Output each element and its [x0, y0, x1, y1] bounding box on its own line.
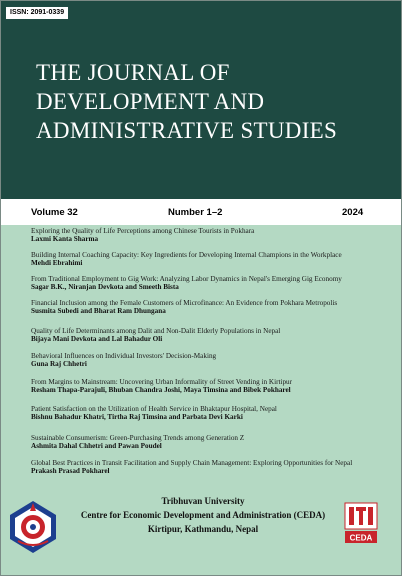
- article-title: Building Internal Coaching Capacity: Key Ingredients for Developing Internal Champions in the Workplace: [31, 251, 342, 259]
- cover-header-band: [1, 1, 401, 199]
- issn-label: ISSN: 2091-0339: [6, 7, 68, 19]
- university-name: Tribhuvan University: [161, 496, 245, 506]
- ceda-logo-icon: [344, 502, 378, 544]
- article-entry: [31, 352, 397, 369]
- publisher-footer: [1, 494, 401, 575]
- article-title: Sustainable Consumerism: Green-Purchasing Trends among Generation Z: [31, 434, 245, 442]
- volume-label: Volume 32: [31, 207, 78, 218]
- number-label: Number 1–2: [168, 207, 223, 218]
- article-authors: Bishnu Bahadur Khatri, Tirtha Raj Timsina and Parbata Devi Karki: [31, 413, 243, 421]
- article-entry: [31, 459, 397, 476]
- article-title: Behavioral Influences on Individual Investors' Decision-Making: [31, 352, 217, 360]
- article-title: Quality of Life Determinants among Dalit and Non-Dalit Elderly Populations in Nepal: [31, 327, 281, 335]
- article-authors: Mehdi Ebrahimi: [31, 259, 83, 267]
- article-authors: Susmita Subedi and Bharat Ram Dhungana: [31, 307, 166, 315]
- article-authors: Resham Thapa-Parajuli, Bhuban Chandra Joshi, Maya Timsina and Bibek Pokharel: [31, 386, 291, 394]
- article-entry: [31, 275, 397, 292]
- article-title: Patient Satisfaction on the Utilization of Health Service in Bhaktapur Hospital, Nepal: [31, 405, 277, 413]
- ceda-logo-text: CEDA: [349, 533, 373, 543]
- article-authors: Prakash Prasad Pokharel: [31, 467, 110, 475]
- volume-bar: [1, 199, 401, 225]
- article-entry: [31, 327, 397, 344]
- article-title: Exploring the Quality of Life Perceptions among Chinese Tourists in Pokhara: [31, 227, 255, 235]
- article-authors: Bijaya Mani Devkota and Lal Bahadur Oli: [31, 335, 163, 343]
- article-entry: [31, 299, 397, 316]
- article-title: Global Best Practices in Transit Facilitation and Supply Chain Management: Exploring Opportunities for Nepal: [31, 459, 353, 467]
- journal-title: [36, 58, 396, 145]
- article-title: Financial Inclusion among the Female Customers of Microfinance: An Evidence from Pokhara Metropolis: [31, 299, 338, 307]
- article-title: From Traditional Employment to Gig Work: Analyzing Labor Dynamics in Nepal's Emerging Gig Economy: [31, 275, 342, 283]
- journal-title-line: THE JOURNAL OF: [36, 60, 230, 85]
- journal-title-line: DEVELOPMENT AND: [36, 89, 265, 114]
- tribhuvan-university-emblem-icon: [6, 499, 60, 555]
- article-authors: Ashmita Dahal Chhetri and Pawan Poudel: [31, 442, 162, 450]
- article-entry: [31, 405, 397, 422]
- article-title: From Margins to Mainstream: Uncovering Urban Informality of Street Vending in Kirtipur: [31, 378, 293, 386]
- year-label: 2024: [342, 207, 364, 218]
- article-entry: [31, 434, 397, 451]
- centre-name: Centre for Economic Development and Administration (CEDA): [80, 510, 326, 520]
- article-authors: Laxmi Kanta Sharma: [31, 235, 99, 243]
- article-entry: [31, 251, 397, 268]
- article-authors: Sagar B.K., Niranjan Devkota and Smeeth Bista: [31, 283, 179, 291]
- article-authors: Guna Raj Chhetri: [31, 360, 87, 368]
- article-entry: [31, 378, 397, 395]
- publisher-block: [53, 494, 353, 536]
- article-entry: [31, 227, 397, 244]
- journal-title-line: ADMINISTRATIVE STUDIES: [36, 118, 338, 143]
- publisher-location: Kirtipur, Kathmandu, Nepal: [147, 524, 259, 534]
